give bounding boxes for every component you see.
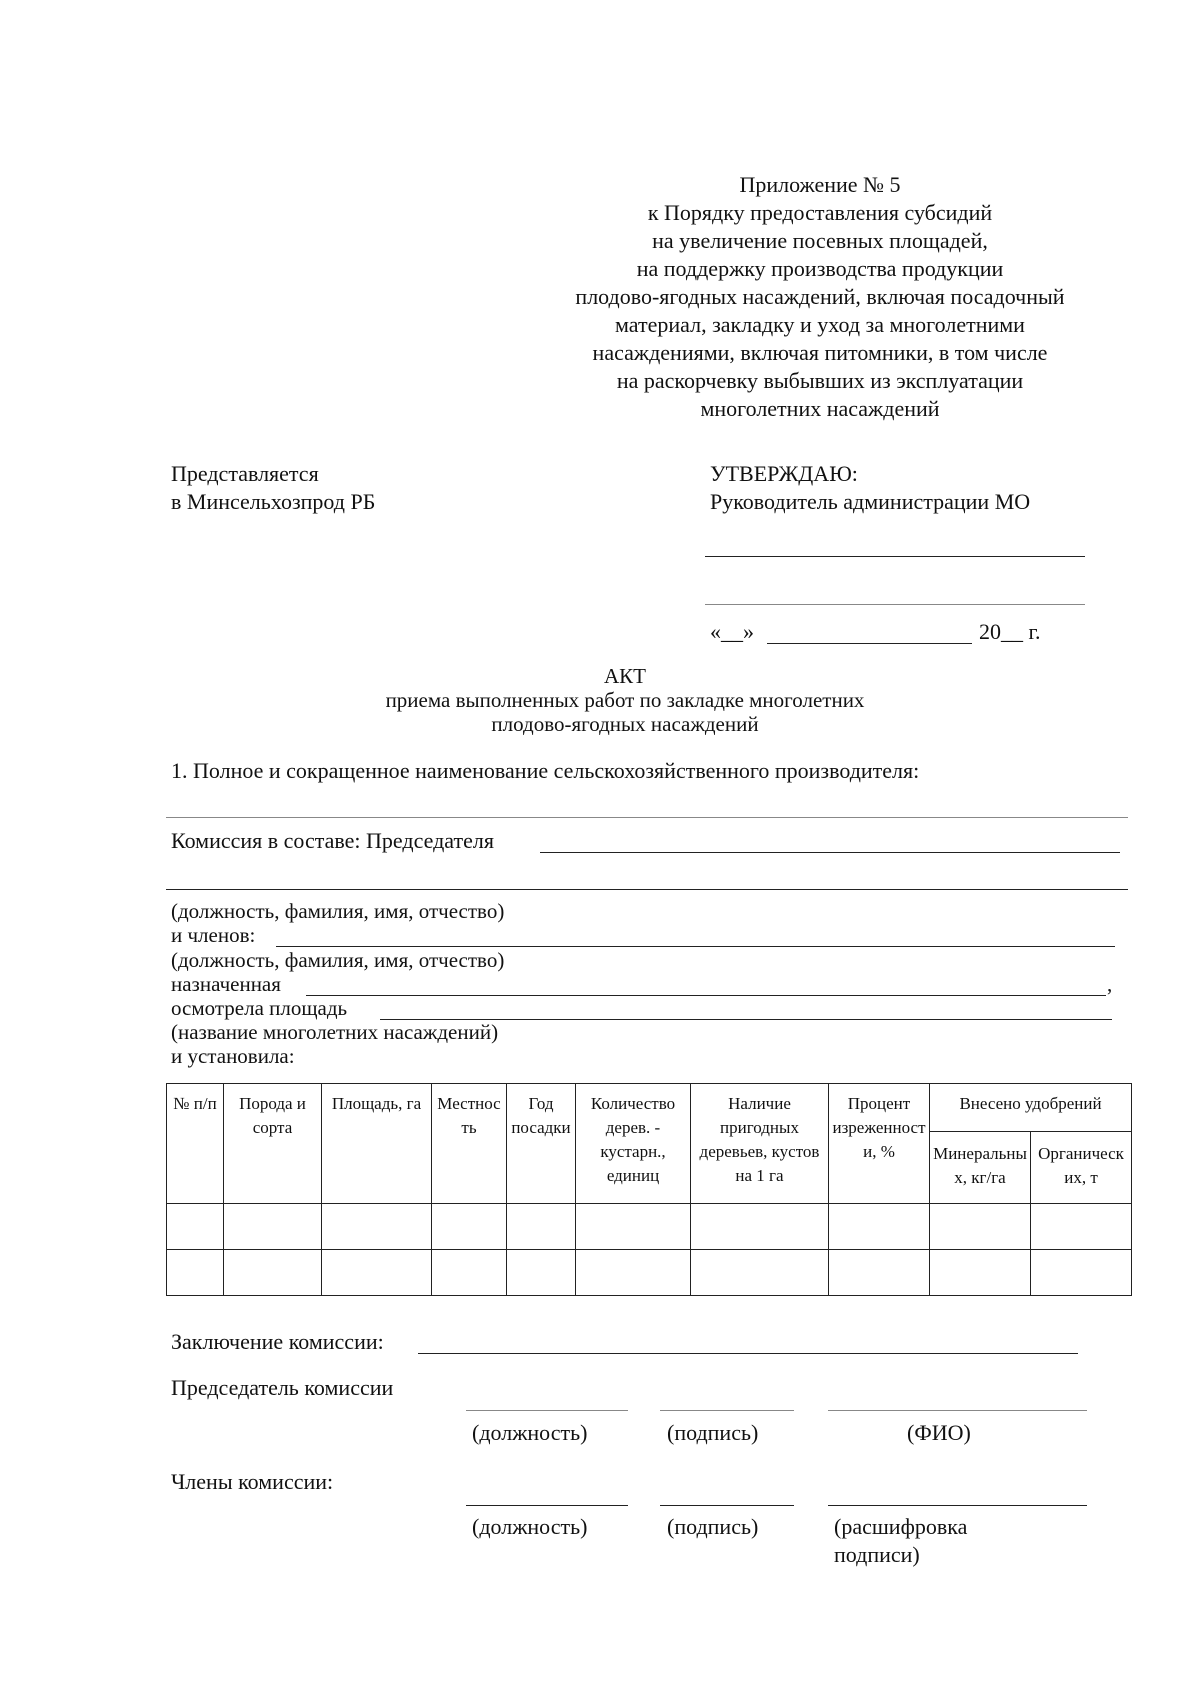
approve-name-line[interactable] (705, 604, 1085, 605)
col-header-mineral: Минеральных, кг/га (930, 1132, 1031, 1204)
inspected-label: осмотрела площадь (171, 996, 348, 1020)
approve-signature-line[interactable] (705, 556, 1085, 557)
table-cell[interactable] (167, 1204, 224, 1250)
caption-signature: (подпись) (667, 1420, 759, 1445)
table-cell[interactable] (224, 1204, 322, 1250)
table-cell[interactable] (691, 1250, 829, 1296)
table-cell[interactable] (507, 1250, 576, 1296)
submitted-to (171, 460, 375, 516)
col-header-organic: Органических, т (1031, 1132, 1132, 1204)
acceptance-table (166, 1083, 1132, 1296)
chairman-label: Председатель комиссии (171, 1375, 394, 1400)
table-cell[interactable] (576, 1204, 691, 1250)
table-cell[interactable] (829, 1250, 930, 1296)
act-subtitle-2: плодово-ягодных насаждений (491, 712, 759, 736)
table-cell[interactable] (432, 1250, 507, 1296)
table-cell[interactable] (576, 1250, 691, 1296)
caption-position: (должность) (472, 1420, 588, 1445)
appointed-comma: , (1107, 972, 1113, 996)
submitted-line-1: Представляется (171, 461, 319, 486)
table-cell[interactable] (930, 1250, 1031, 1296)
chairman-fio-line[interactable] (828, 1410, 1087, 1411)
submitted-line-2: в Минсельхозпрод РБ (171, 489, 376, 514)
approve-date-quote: «__» (710, 619, 754, 644)
member-caption-signature: (подпись) (667, 1514, 759, 1539)
appendix-line: насаждениями, включая питомники, в том числе (592, 340, 1048, 365)
chairman-position-line[interactable] (466, 1410, 628, 1411)
approve-date-year: 20__ г. (979, 619, 1041, 644)
conclusion-label: Заключение комиссии: (171, 1329, 384, 1354)
appendix-line: многолетних насаждений (700, 396, 940, 421)
chairman-line[interactable] (540, 852, 1120, 853)
appendix-line: на увеличение посевных площадей, (652, 228, 988, 253)
col-header-suitable-trees: Наличие пригодных деревьев, кустов на 1 га (691, 1084, 829, 1204)
commission-label: Комиссия в составе: Председателя (171, 828, 494, 853)
members-label: и членов: (171, 923, 256, 947)
appendix-line: на поддержку производства продукции (636, 256, 1004, 281)
established-label: и установила: (171, 1044, 295, 1068)
member-caption-position: (должность) (472, 1514, 588, 1539)
section-1-heading: 1. Полное и сокращенное наименование сельскохозяйственного производителя: (171, 758, 920, 783)
approve-block (710, 460, 1030, 516)
decoding-line-2: подписи) (834, 1542, 920, 1567)
commission-note-2: (должность, фамилия, имя, отчество) (171, 948, 505, 972)
table-cell[interactable] (432, 1204, 507, 1250)
table-cell[interactable] (322, 1204, 432, 1250)
members-line[interactable] (276, 946, 1115, 947)
member-decoding-line[interactable] (828, 1505, 1087, 1506)
act-subtitle-1: приема выполненных работ по закладке многолетних (385, 688, 865, 712)
col-header-area: Площадь, га (322, 1084, 432, 1204)
member-signature-line[interactable] (660, 1505, 794, 1506)
members-sign-label: Члены комиссии: (171, 1469, 334, 1494)
appointed-line[interactable] (306, 995, 1106, 996)
appendix-line: Приложение № 5 (739, 172, 901, 197)
appendix-line: плодово-ягодных насаждений, включая посадочный (575, 284, 1065, 309)
table-cell[interactable] (167, 1250, 224, 1296)
table-cell[interactable] (322, 1250, 432, 1296)
approve-date-month-line[interactable] (767, 643, 972, 644)
col-header-planting-year: Год посадки (507, 1084, 576, 1204)
act-title: АКТ (604, 664, 646, 688)
appendix-line: материал, закладку и уход за многолетними (615, 312, 1025, 337)
col-header-locality: Местность (432, 1084, 507, 1204)
commission-note-3: (название многолетних насаждений) (171, 1020, 499, 1044)
table-cell[interactable] (1031, 1204, 1132, 1250)
table-cell[interactable] (507, 1204, 576, 1250)
approve-role: Руководитель администрации МО (710, 489, 1031, 514)
member-caption-decoding (834, 1513, 967, 1569)
table-cell[interactable] (829, 1204, 930, 1250)
appendix-line: к Порядку предоставления субсидий (647, 200, 993, 225)
table-cell[interactable] (224, 1250, 322, 1296)
col-header-number: № п/п (167, 1084, 224, 1204)
col-header-fertilizers: Внесено удобрений (930, 1084, 1132, 1132)
table-cell[interactable] (691, 1204, 829, 1250)
decoding-line-1: (расшифровка (834, 1514, 968, 1539)
approve-title: УТВЕРЖДАЮ: (710, 461, 858, 486)
appointed-label: назначенная (171, 972, 281, 996)
commission-note-1: (должность, фамилия, имя, отчество) (171, 899, 505, 923)
table-row (167, 1204, 1132, 1250)
col-header-quantity: Количество дерев. - кустарн., единиц (576, 1084, 691, 1204)
chairman-line-2[interactable] (166, 889, 1128, 890)
producer-name-line[interactable] (166, 817, 1128, 818)
appendix-line: на раскорчевку выбывших из эксплуатации (616, 368, 1024, 393)
table-row (167, 1250, 1132, 1296)
conclusion-line[interactable] (418, 1353, 1078, 1354)
table-cell[interactable] (1031, 1250, 1132, 1296)
col-header-thinning: Процент изреженности, % (829, 1084, 930, 1204)
caption-fio: (ФИО) (907, 1420, 971, 1445)
chairman-signature-line[interactable] (660, 1410, 794, 1411)
member-position-line[interactable] (466, 1505, 628, 1506)
table-cell[interactable] (930, 1204, 1031, 1250)
col-header-breed: Порода и сорта (224, 1084, 322, 1204)
appendix-header (520, 171, 1120, 423)
